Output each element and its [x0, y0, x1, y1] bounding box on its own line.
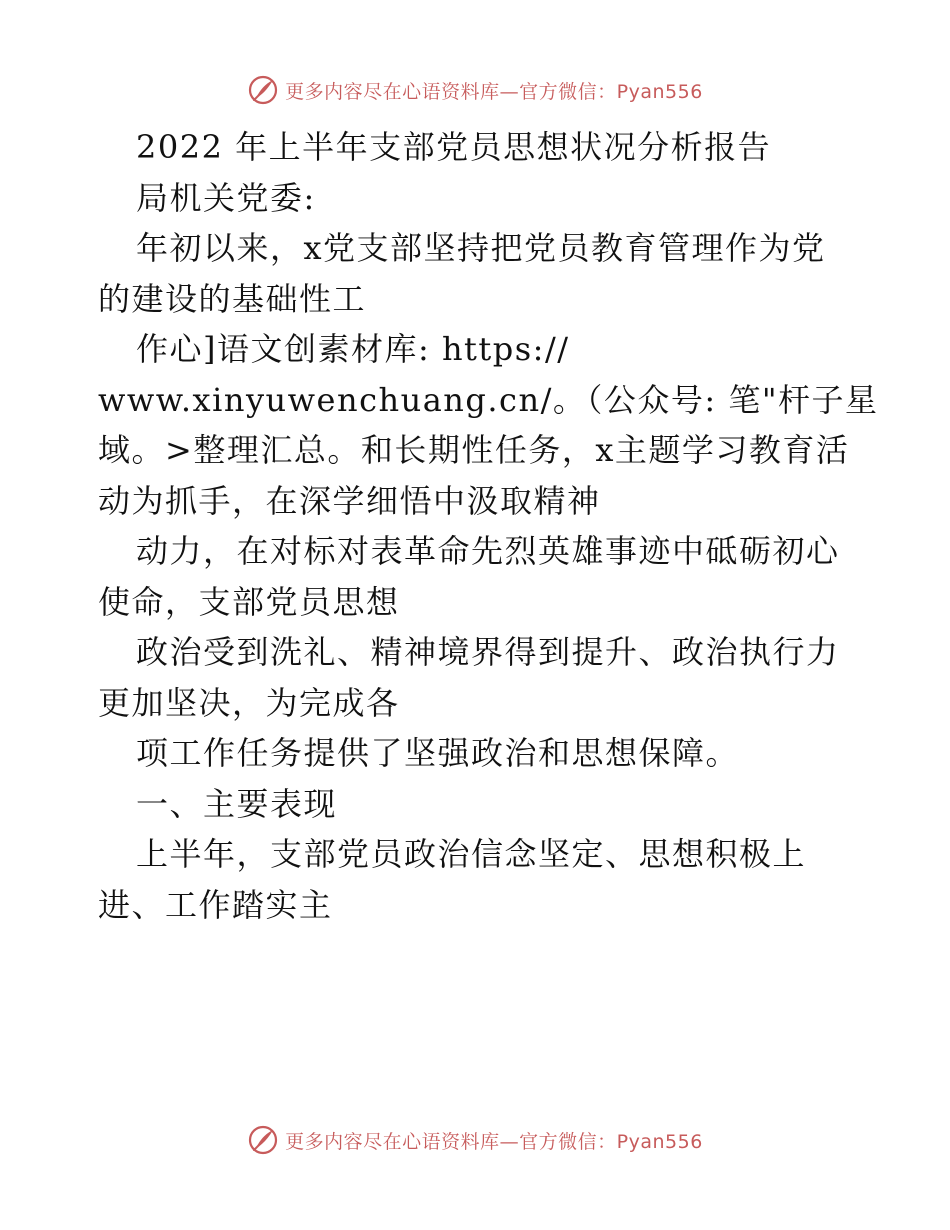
document-line: www.xinyuwenchuang.cn/。（公众号: 笔"杆子星 [98, 380, 879, 419]
watermark-text: 更多内容尽在心语资料库—官方微信：Pyan556 [285, 80, 703, 103]
document-line: 作心]语文创素材库: https:// [136, 330, 570, 368]
watermark-text: 更多内容尽在心语资料库—官方微信：Pyan556 [285, 1130, 703, 1153]
document-line: 动力，在对标对表革命先烈英雄事迹中砥砺初心 [136, 532, 840, 570]
document-line: 使命，支部党员思想 [98, 582, 400, 621]
wechat-id: Pyan556 [616, 80, 703, 103]
document-line: 局机关党委: [136, 178, 316, 217]
document-line: 2022 年上半年支部党员思想状况分析报告 [136, 128, 772, 166]
quill-logo-icon [247, 1124, 279, 1156]
header-watermark [0, 70, 950, 110]
footer-watermark [0, 1120, 950, 1160]
document-body [98, 122, 879, 930]
document-line: 更加坚决，为完成各 [98, 683, 400, 722]
wechat-id: Pyan556 [616, 1130, 703, 1153]
document-line: 的建设的基础性工 [98, 279, 367, 318]
document-line: 域。>整理汇总。和长期性任务，x主题学习教育活 [98, 431, 850, 469]
document-line: 项工作任务提供了坚强政治和思想保障。 [136, 734, 740, 772]
quill-logo-icon [247, 74, 279, 106]
document-line: 政治受到洗礼、精神境界得到提升、政治执行力 [136, 633, 840, 671]
document-line: 动为抓手，在深学细悟中汲取精神 [98, 481, 601, 520]
document-line: 进、工作踏实主 [98, 885, 333, 924]
document-line: 年初以来，x党支部坚持把党员教育管理作为党 [136, 229, 826, 267]
document-line: 一、主要表现 [136, 784, 338, 823]
document-line: 上半年，支部党员政治信念坚定、思想积极上 [136, 835, 807, 873]
